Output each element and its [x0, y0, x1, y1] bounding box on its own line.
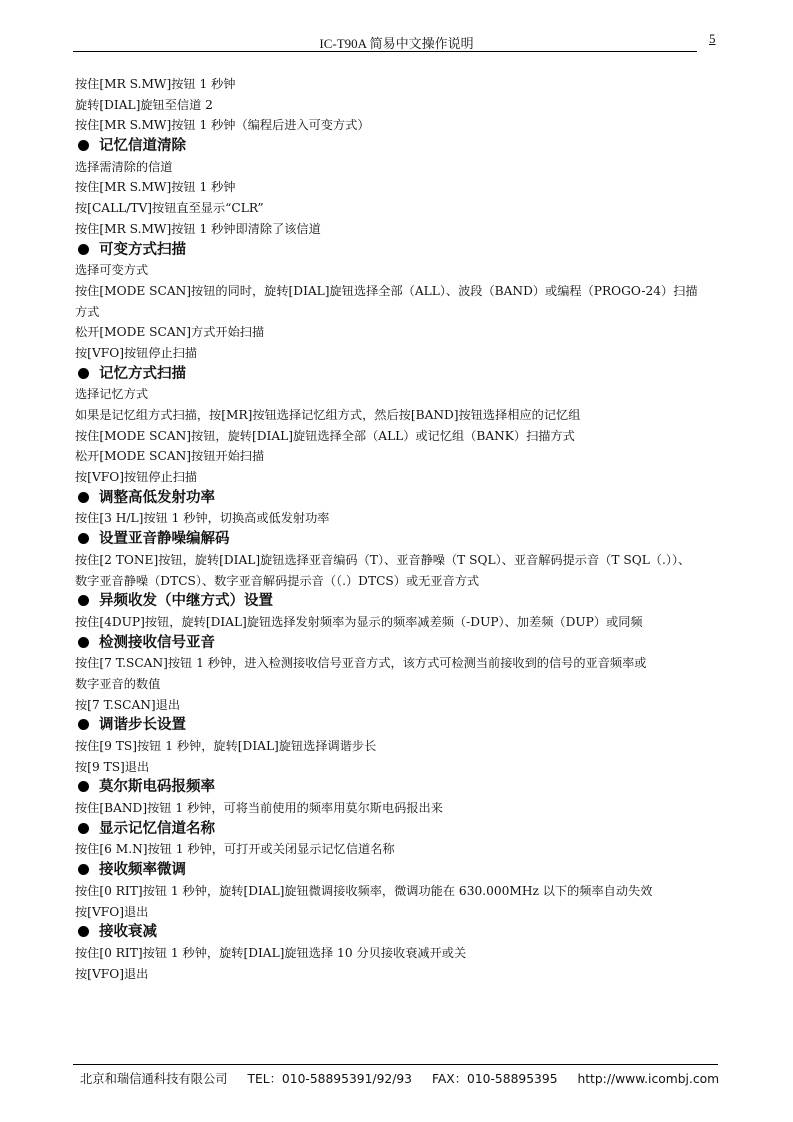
section-heading — [75, 819, 720, 840]
section-heading-text: 接收衰减 — [99, 924, 157, 941]
instruction-line: 按住[MR S.MW]按钮 1 秒钟（编程后进入可变方式） — [75, 118, 370, 133]
section-heading-text: 记忆信道清除 — [99, 138, 186, 155]
section-heading — [75, 922, 720, 943]
instruction-line: 按住[4DUP]按钮，旋转[DIAL]旋钮选择发射频率为显示的频率减差频（-DUP）、加差频（DUP）或同频 — [75, 614, 643, 629]
instruction-line: 按住[0 RIT]按钮 1 秒钟，旋转[DIAL]旋钮选择 10 分贝接收衰减开或关 — [75, 945, 467, 960]
section-heading — [75, 364, 720, 385]
instruction-line: 数字亚音的数值 — [75, 676, 161, 691]
header-title: IC-T90A 简易中文操作说明 — [319, 36, 474, 51]
section-heading — [75, 777, 720, 798]
instruction-line: 方式 — [75, 304, 100, 319]
instruction-line: 按[VFO]退出 — [75, 966, 149, 981]
footer-tel: TEL：010-58895391/92/93 — [247, 1072, 413, 1086]
footer-fax: FAX：010-58895395 — [431, 1072, 558, 1086]
bullet-icon — [78, 781, 89, 792]
section-heading — [75, 240, 720, 261]
section-heading-text: 可变方式扫描 — [99, 241, 186, 258]
instruction-line: 选择可变方式 — [75, 263, 149, 278]
footer-company: 北京和瑞信通科技有限公司 — [80, 1072, 228, 1086]
instruction-line: 按[VFO]按钮停止扫描 — [75, 345, 198, 360]
bullet-icon — [78, 533, 89, 544]
bullet-icon — [78, 140, 89, 151]
section-heading — [75, 860, 720, 881]
instruction-line: 按[VFO]退出 — [75, 904, 149, 919]
instruction-line: 按住[2 TONE]按钮，旋转[DIAL]旋钮选择亚音编码（T）、亚音静噪（T SQL）、亚音解码提示音（T SQL（.））、 — [75, 552, 691, 567]
instruction-line: 按住[MR S.MW]按钮 1 秒钟即清除了该信道 — [75, 221, 321, 236]
section-heading-text: 调整高低发射功率 — [99, 489, 215, 506]
bullet-icon — [78, 864, 89, 875]
header-divider — [73, 51, 697, 52]
section-heading-text: 设置亚音静噪编解码 — [99, 531, 230, 548]
footer-url: http://www.icombj.com — [577, 1072, 720, 1086]
section-heading — [75, 529, 720, 550]
footer-divider — [73, 1064, 718, 1065]
instruction-line: 按住[MODE SCAN]按钮，旋转[DIAL]旋钮选择全部（ALL）或记忆组（BANK）扫描方式 — [75, 428, 575, 443]
section-heading-text: 检测接收信号亚音 — [99, 634, 215, 651]
bullet-icon — [78, 244, 89, 255]
instruction-line: 按[CALL/TV]按钮直至显示“CLR” — [75, 201, 264, 216]
instruction-line: 选择需清除的信道 — [75, 159, 173, 174]
section-heading-text: 莫尔斯电码报频率 — [99, 779, 215, 796]
instruction-line: 按住[MR S.MW]按钮 1 秒钟 — [75, 77, 236, 91]
instruction-line: 按住[0 RIT]按钮 1 秒钟，旋转[DIAL]旋钮微调接收频率，微调功能在 630.000MHz 以下的频率自动失效 — [75, 883, 653, 898]
instruction-line: 如果是记忆组方式扫描，按[MR]按钮选择记忆组方式，然后按[BAND]按钮选择相应的记忆组 — [75, 408, 581, 422]
footer — [80, 1069, 720, 1087]
bullet-icon — [78, 637, 89, 648]
instruction-line: 按住[6 M.N]按钮 1 秒钟，可打开或关闭显示记忆信道名称 — [75, 842, 395, 857]
instruction-line: 松开[MODE SCAN]方式开始扫描 — [75, 325, 265, 340]
section-heading — [75, 591, 720, 612]
instruction-line: 旋转[DIAL]旋钮至信道 2 — [75, 97, 213, 112]
instruction-line: 按住[BAND]按钮 1 秒钟，可将当前使用的频率用莫尔斯电码报出来 — [75, 801, 443, 816]
instruction-line: 按住[7 T.SCAN]按钮 1 秒钟，进入检测接收信号亚音方式，该方式可检测当前接收到的信号的亚音频率或 — [75, 656, 647, 671]
section-heading-text: 记忆方式扫描 — [99, 365, 186, 382]
bullet-icon — [78, 368, 89, 379]
section-heading — [75, 633, 720, 654]
instruction-line: 按[9 TS]退出 — [75, 759, 150, 774]
section-heading — [75, 715, 720, 736]
instruction-line: 数字亚音静噪（DTCS）、数字亚音解码提示音（（.）DTCS）或无亚音方式 — [75, 573, 480, 588]
instruction-line: 选择记忆方式 — [75, 387, 149, 402]
instruction-line: 按住[MODE SCAN]按钮的同时，旋转[DIAL]旋钮选择全部（ALL）、波段（BAND）或编程（PROGO-24）扫描 — [75, 283, 698, 298]
section-heading-text: 异频收发（中继方式）设置 — [99, 593, 273, 610]
section-heading-text: 调谐步长设置 — [99, 717, 186, 734]
section-heading — [75, 488, 720, 509]
instruction-line: 按住[MR S.MW]按钮 1 秒钟 — [75, 180, 236, 195]
instruction-line: 松开[MODE SCAN]按钮开始扫描 — [75, 449, 265, 464]
bullet-icon — [78, 719, 89, 730]
document-body — [75, 74, 720, 984]
instruction-line: 按住[9 TS]按钮 1 秒钟，旋转[DIAL]旋钮选择调谐步长 — [75, 739, 377, 753]
bullet-icon — [78, 492, 89, 503]
instruction-line: 按[7 T.SCAN]退出 — [75, 697, 181, 712]
section-heading-text: 显示记忆信道名称 — [99, 820, 215, 837]
instruction-line: 按住[3 H/L]按钮 1 秒钟，切换高或低发射功率 — [75, 511, 330, 526]
bullet-icon — [78, 823, 89, 834]
instruction-line: 按[VFO]按钮停止扫描 — [75, 470, 198, 485]
bullet-icon — [78, 595, 89, 606]
section-heading-text: 接收频率微调 — [99, 862, 186, 879]
section-heading — [75, 136, 720, 157]
bullet-icon — [78, 926, 89, 937]
page-number: 5 — [709, 31, 716, 46]
